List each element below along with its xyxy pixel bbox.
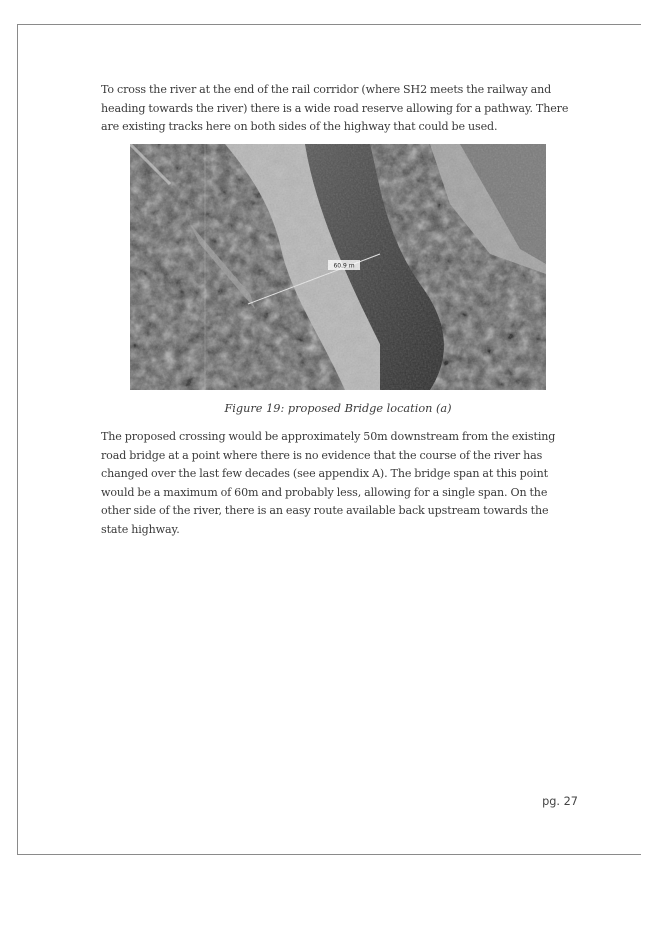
intro-paragraph: To cross the river at the end of the rail corridor (where SH2 meets the railway and heading towards the river) there is a wide road reserve allowing for a pathway. There are existing tracks here on both sides of the highway that could be used. — [101, 83, 569, 134]
photo-grain — [130, 144, 546, 390]
page-number: pg. 27 — [542, 795, 578, 808]
figure-caption: Figure 19: proposed Bridge location (a) — [224, 402, 452, 415]
body-paragraph: The proposed crossing would be approximately 50m downstream from the existing road bridge at a point where there is no evidence that the course of the river has changed over the last few decades (see appendix A). The bridge span at this point would be a maximum of 60m and probably less, allowing for a single span. On the other side of the river, there is an easy route available back upstream towards the state highway. — [101, 430, 556, 536]
aerial-photo-figure — [130, 144, 546, 390]
aerial-photo — [130, 144, 546, 390]
page-bottom-rule — [17, 854, 641, 855]
